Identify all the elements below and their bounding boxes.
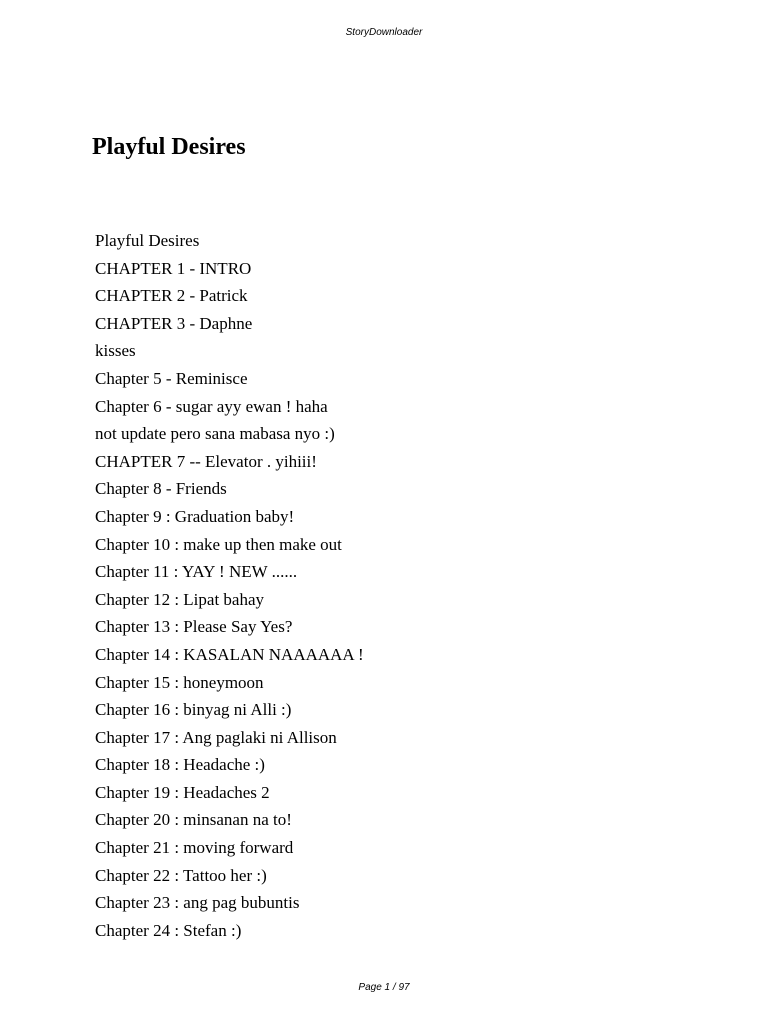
toc-item: Chapter 5 - Reminisce: [95, 368, 248, 388]
toc-item: Chapter 10 : make up then make out: [95, 534, 342, 554]
toc-item: Chapter 15 : honeymoon: [95, 672, 264, 692]
toc-item: CHAPTER 2 - Patrick: [95, 286, 248, 306]
table-of-contents: [95, 227, 364, 944]
toc-item: Playful Desires: [95, 231, 200, 250]
toc-item: Chapter 8 - Friends: [95, 479, 227, 499]
toc-item: Chapter 14 : KASALAN NAAAAAA !: [95, 644, 364, 664]
toc-item: Chapter 6 - sugar ayy ewan ! haha: [95, 396, 328, 416]
toc-item: not update pero sana mabasa nyo :): [95, 424, 335, 444]
toc-item: Chapter 11 : YAY ! NEW ......: [95, 562, 298, 582]
toc-item: Chapter 12 : Lipat bahay: [95, 589, 265, 609]
toc-item: Chapter 17 : Ang paglaki ni Allison: [95, 727, 337, 747]
toc-item: Chapter 18 : Headache :): [95, 755, 265, 775]
toc-item: CHAPTER 3 - Daphne: [95, 313, 253, 333]
page-header: StoryDownloader: [345, 27, 423, 38]
toc-item: Chapter 21 : moving forward: [95, 838, 294, 858]
toc-item: Chapter 9 : Graduation baby!: [95, 506, 295, 526]
toc-item: CHAPTER 1 - INTRO: [95, 258, 252, 278]
toc-item: Chapter 20 : minsanan na to!: [95, 810, 292, 830]
toc-item: Chapter 13 : Please Say Yes?: [95, 617, 293, 637]
toc-item: CHAPTER 7 -- Elevator . yihiii!: [95, 451, 317, 471]
toc-item: Chapter 19 : Headaches 2: [95, 782, 270, 802]
document-title: Playful Desires: [92, 134, 246, 160]
toc-item: Chapter 23 : ang pag bubuntis: [95, 893, 300, 913]
page-footer: Page 1 / 97: [358, 982, 410, 993]
toc-item: Chapter 22 : Tattoo her :): [95, 865, 267, 885]
toc-item: Chapter 24 : Stefan :): [95, 920, 242, 940]
toc-item: kisses: [95, 341, 136, 361]
toc-item: Chapter 16 : binyag ni Alli :): [95, 700, 292, 720]
